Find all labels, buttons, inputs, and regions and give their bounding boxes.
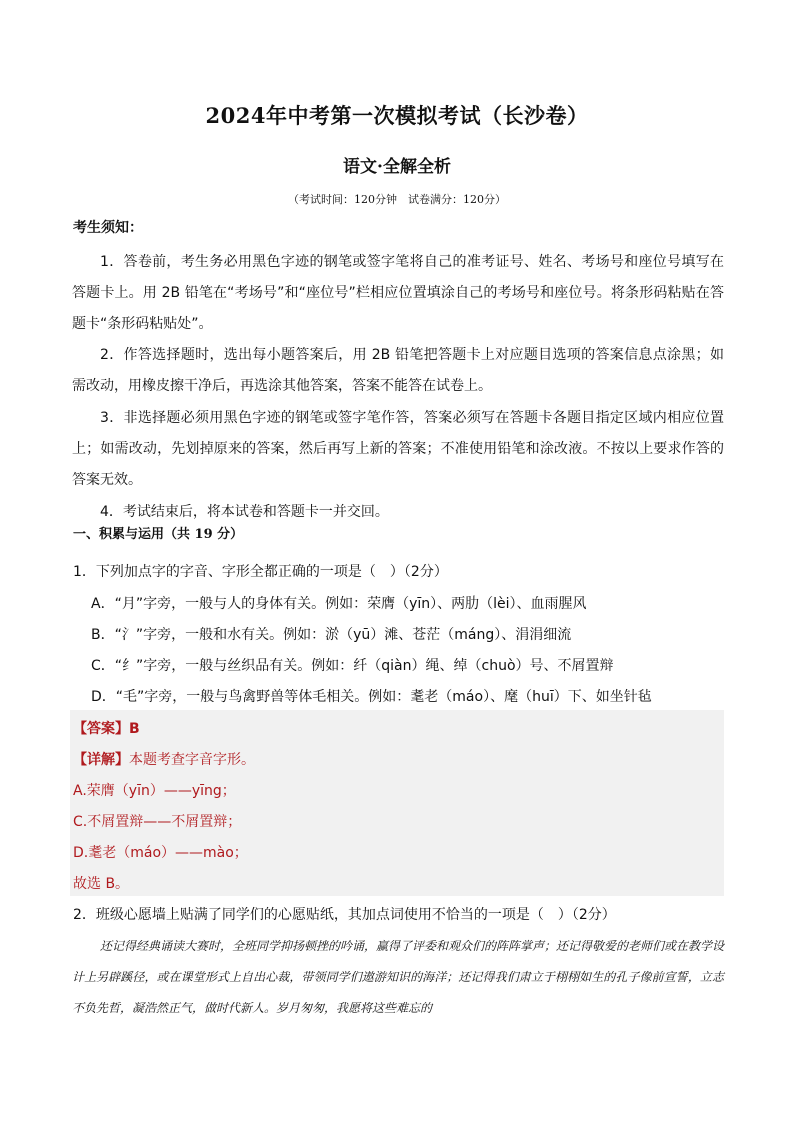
- detail-text: 本题考查字音字形。: [129, 752, 255, 768]
- question-1-option-c: C．“纟”字旁，一般与丝织品有关。例如：纤（qiàn）绳、绰（chuò）号、不屑置辩: [91, 658, 614, 674]
- correction-a: A.荣膺（yīn）——yīng；: [73, 783, 236, 799]
- question-2-passage: 还记得经典诵读大赛时，全班同学抑扬顿挫的吟诵，赢得了评委和观众们的阵阵掌声；还记得敬爱的老师们或在教学设计上另辟蹊径，或在课堂形式上自出心裁，带领同学们遨游知识的海洋；还记得我们肃立于栩栩如生的孔子像前宣誓，立志不负先哲，凝浩然正气，做时代新人。岁月匆匆，我愿将这些难忘的: [72, 939, 725, 1015]
- question-1-option-d: D．“毛”字旁，一般与鸟禽野兽等体毛相关。例如：耄老（máo）、麾（huī）下、如坐针毡: [91, 689, 652, 705]
- question-1-option-b: B．“氵”字旁，一般和水有关。例如：淤（yū）滩、苍茫（máng）、涓涓细流: [91, 627, 572, 643]
- notice-heading: 考生须知：: [73, 220, 143, 236]
- answer-conclusion: 故选 B。: [73, 876, 130, 892]
- question-2-stem: 2．班级心愿墙上贴满了同学们的心愿贴纸，其加点词使用不恰当的一项是（ ）（2分）: [73, 907, 616, 923]
- answer-label: 【答案】: [73, 721, 129, 737]
- question-1-stem: 1．下列加点字的字音、字形全都正确的一项是（ ）（2分）: [73, 564, 448, 580]
- notice-item: 4．考试结束后，将本试卷和答题卡一并交回。: [100, 504, 389, 520]
- detail-label: 【详解】: [73, 752, 129, 768]
- correction-d: D.耄老（máo）——mào；: [73, 845, 248, 861]
- notice-item: 3．非选择题必须用黑色字迹的钢笔或签字笔作答，答案必须写在答题卡各题目指定区域内相应位置上；如需改动，先划掉原来的答案，然后再写上新的答案；不准使用铅笔和涂改液。不按以上要求作答的答案无效。: [72, 410, 724, 488]
- detail-line: [73, 749, 255, 769]
- answer-line: [73, 718, 140, 738]
- section-title: 一、积累与运用（共 19 分）: [73, 527, 244, 542]
- answer-panel: [70, 710, 724, 896]
- answer-value: B: [129, 721, 140, 737]
- page-subtitle: 语文·全解全析: [343, 157, 451, 177]
- page-title: 2024年中考第一次模拟考试（长沙卷）: [205, 103, 589, 128]
- question-1-option-a: A．“月”字旁，一般与人的身体有关。例如：荣膺（yīn）、两肋（lèi）、血雨腥风: [91, 596, 587, 612]
- notice-item: 2．作答选择题时，选出每小题答案后，用 2B 铅笔把答题卡上对应题目选项的答案信息点涂黑；如需改动，用橡皮擦干净后，再选涂其他答案，答案不能答在试卷上。: [72, 347, 724, 394]
- notice-item: 1．答卷前，考生务必用黑色字迹的钢笔或签字笔将自己的准考证号、姓名、考场号和座位号填写在答题卡上。用 2B 铅笔在“考场号”和“座位号”栏相应位置填涂自己的考场号和座位号。将条形码粘贴在答题卡“条形码粘贴处”。: [72, 254, 724, 332]
- exam-info: （考试时间：120分钟 试卷满分：120分）: [288, 193, 506, 206]
- correction-c: C.不屑置辩——不屑置辩；: [73, 814, 242, 830]
